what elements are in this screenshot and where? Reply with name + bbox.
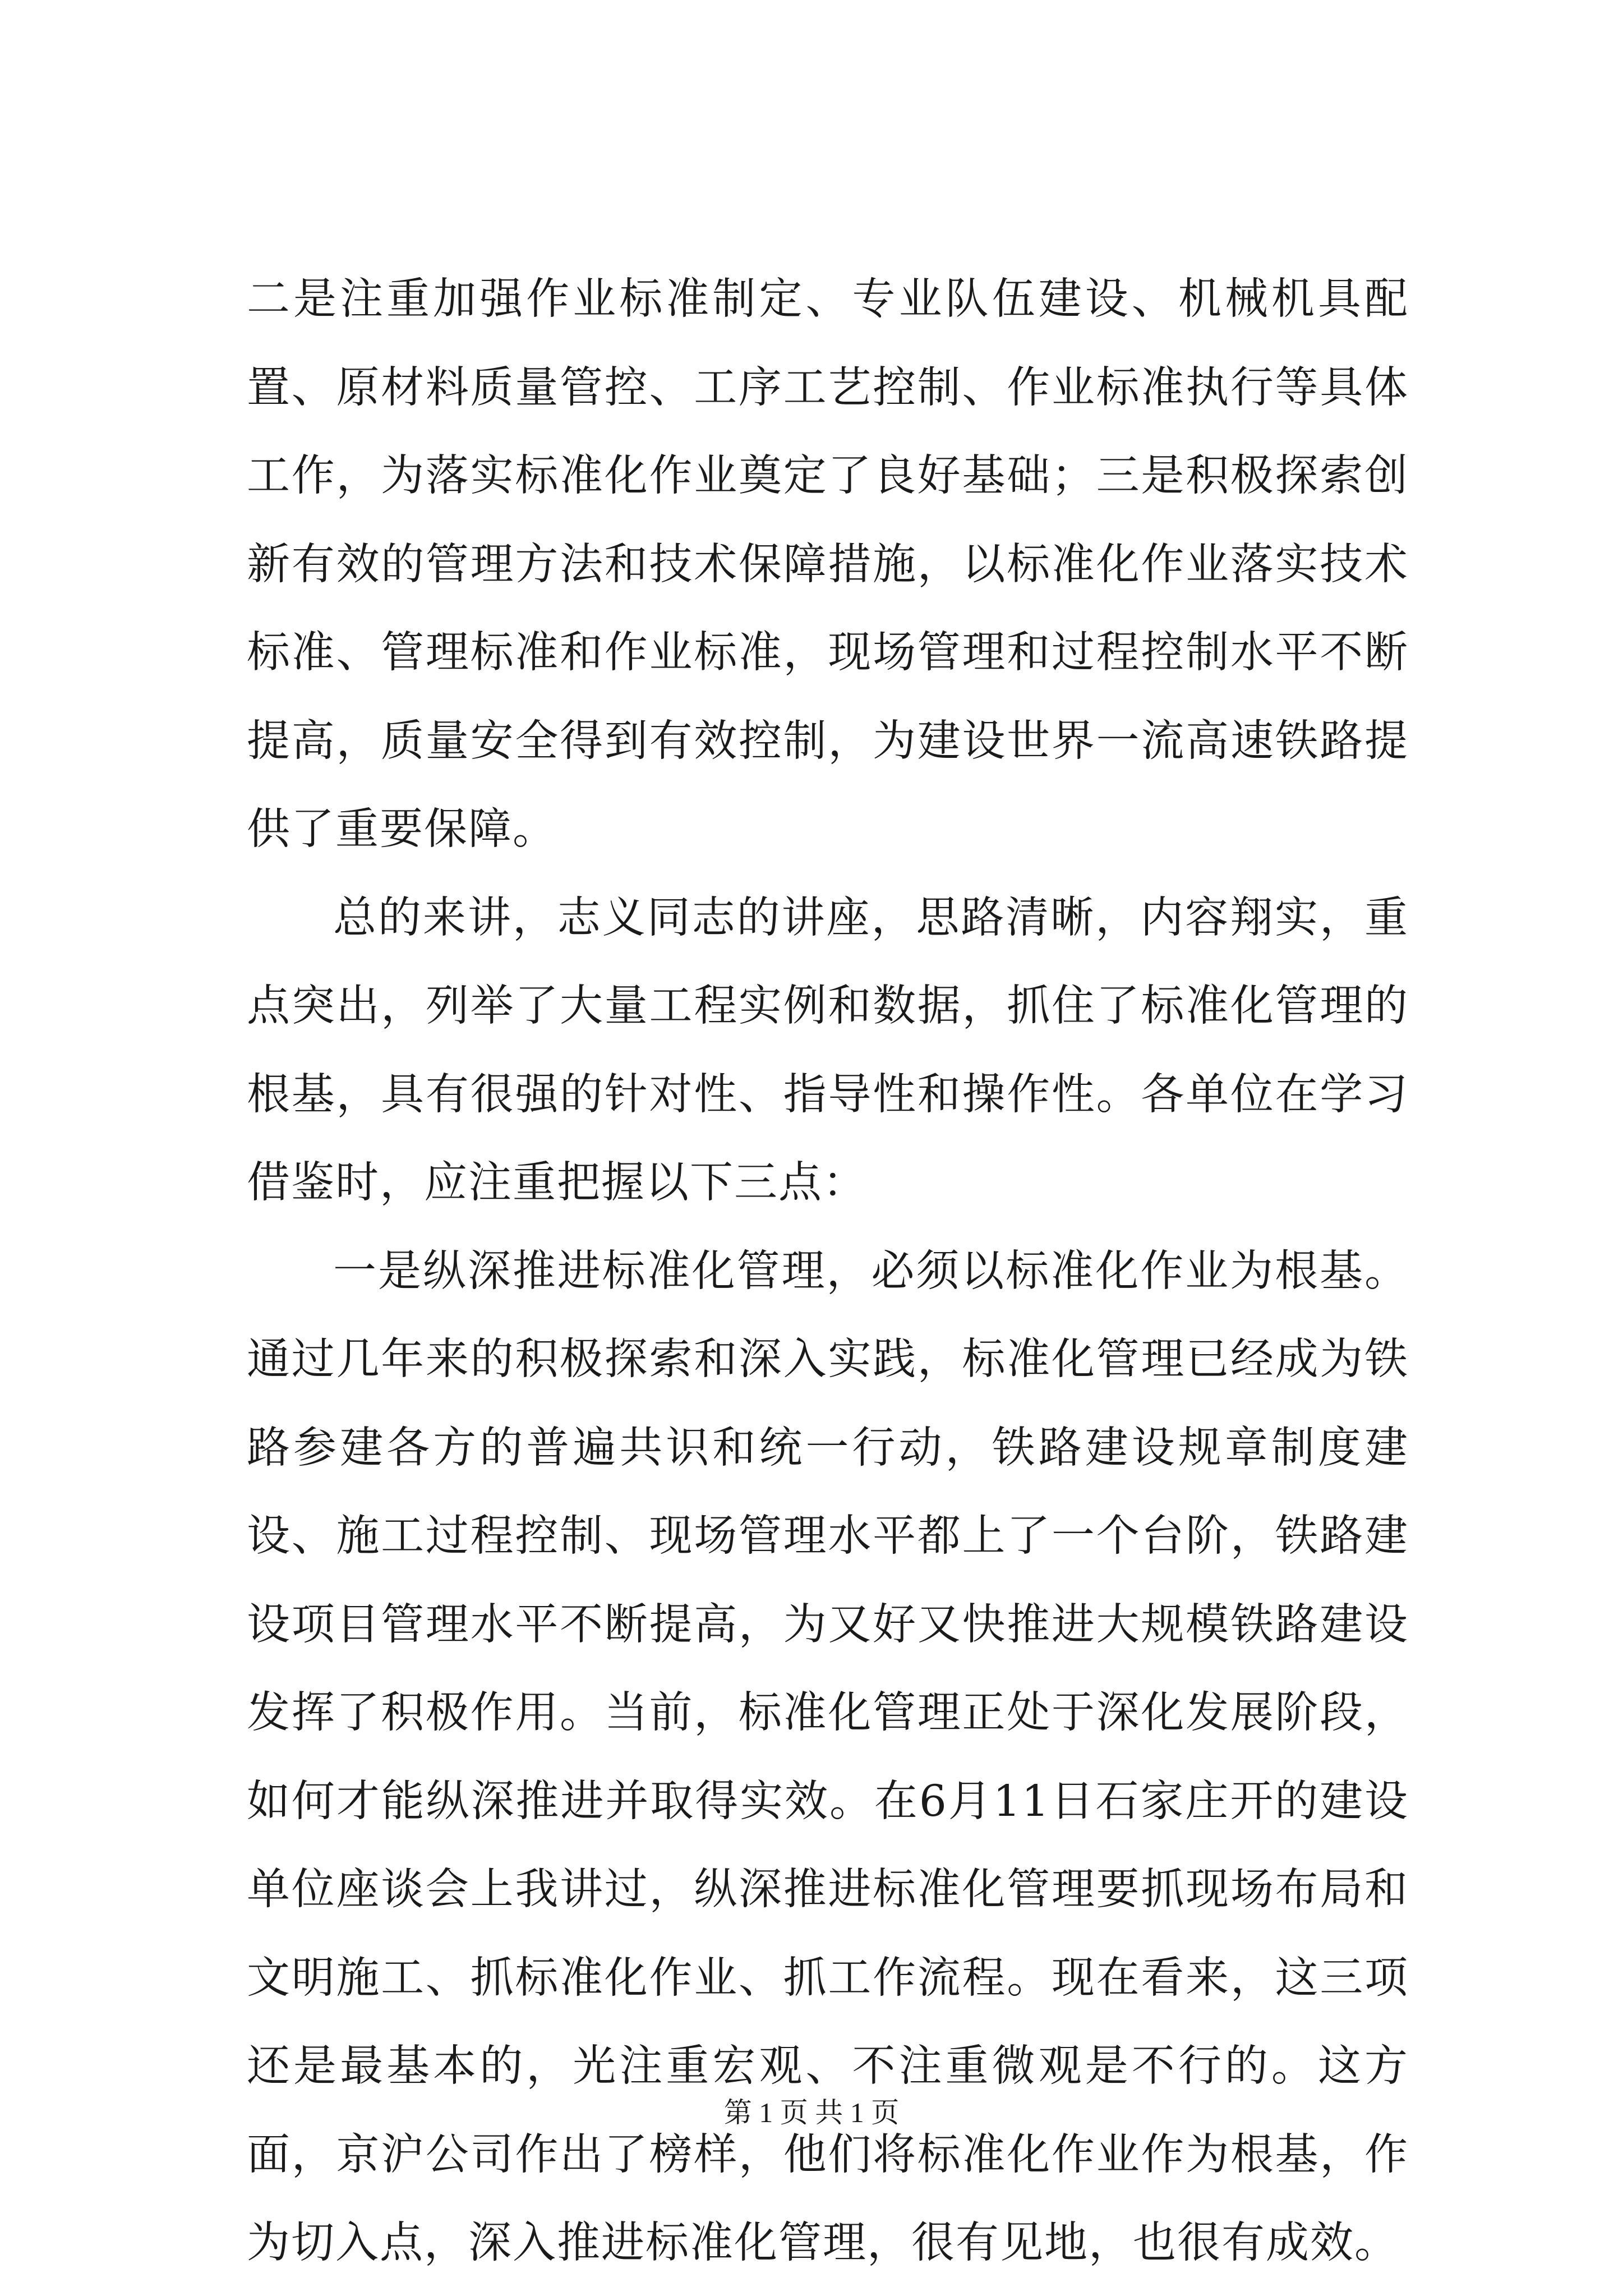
paragraph-3: 一是纵深推进标准化管理，必须以标准化作业为根基。通过几年来的积极探索和深入实践，标准化管理已经成为铁路参建各方的普遍共识和统一行动，铁路建设规章制度建设、施工过程控制、现场管理水平都上了一个台阶，铁路建设项目管理水平不断提高，为又好又快推进大规模铁路建设发挥了积极作用。当前，标准化管理正处于深化发展阶段，如何才能纵深推进并取得实效。在6月11日石家庄开的建设单位座谈会上我讲过，纵深推进标准化管理要抓现场布局和文明施工、抓标准化作业、抓工作流程。现在看来，这三项还是最基本的，光注重宏观、不注重微观是不行的。这方面，京沪公司作出了榜样，他们将标准化作业作为根基，作为切入点，深入推进标准化管理，很有见地，也很有成效。 bbox=[247, 1246, 1409, 2268]
page-footer: 第 1 页 共 1 页 bbox=[723, 2097, 900, 2128]
paragraph-2: 总的来讲，志义同志的讲座，思路清晰，内容翔实，重点突出，列举了大量工程实例和数据，抓住了标准化管理的根基，具有很强的针对性、指导性和操作性。各单位在学习借鉴时，应注重把握以下三点： bbox=[247, 892, 1409, 1208]
paragraph-1: 二是注重加强作业标准制定、专业队伍建设、机械机具配置、原材料质量管控、工序工艺控制、作业标准执行等具体工作，为落实标准化作业奠定了良好基础；三是积极探索创新有效的管理方法和技术保障措施，以标准化作业落实技术标准、管理标准和作业标准，现场管理和过程控制水平不断提高，质量安全得到有效控制，为建设世界一流高速铁路提供了重要保障。 bbox=[247, 274, 1409, 854]
document-body bbox=[247, 255, 1409, 2288]
